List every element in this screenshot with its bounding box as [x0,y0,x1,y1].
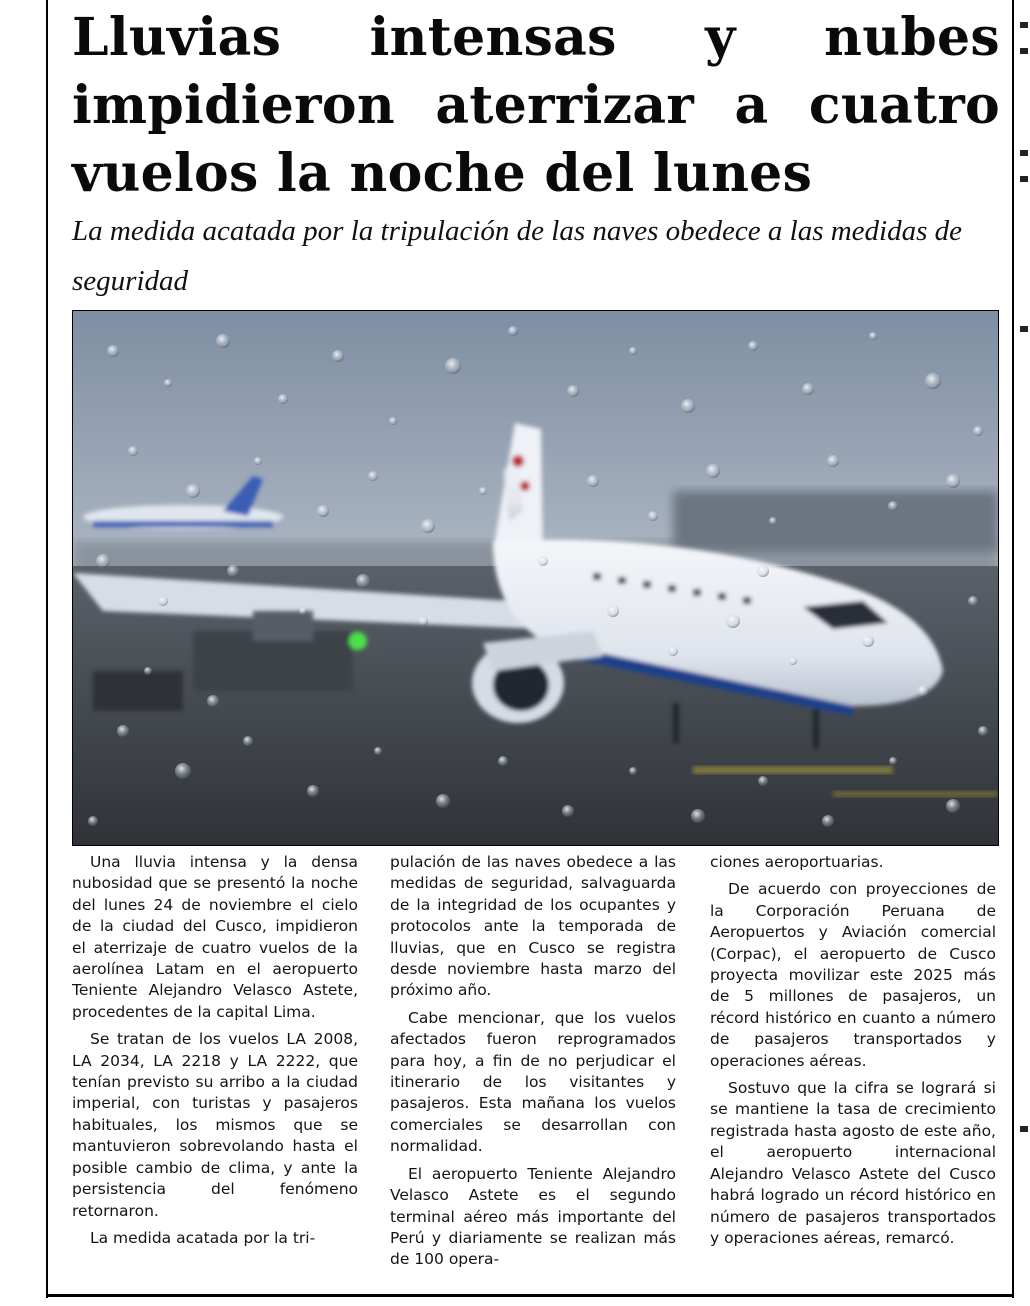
body-paragraph: Sostuvo que la cifra se logrará si se mantiene la tasa de crecimiento registrada hasta agosto de este año, el aeropuerto internacional Alejandro Velasco Astete del Cusco habrá logrado un récord histórico en número de pasajeros transportados y operaciones aéreas, remarcó. [710,1079,996,1247]
body-paragraph: De acuerdo con proyecciones de la Corporación Peruana de Aeropuertos y Aviación comercial (Corpac), el aeropuerto de Cusco proyecta movilizar este 2025 más de 5 millones de pasajeros, un récord histórico en cuanto a número de pasajeros transportados y operaciones aéreas. [710,880,996,1070]
body-paragraph: ciones aeroportuarias. [710,853,884,871]
article-body [72,852,1000,1288]
article-photo [72,310,999,846]
bottom-page-rule [46,1294,1014,1297]
body-paragraph: La medida acatada por la tri- [90,1228,316,1247]
article-headline: Lluvias intensas y nubes impidieron aterrizar a cuatro vuelos la noche del lunes [72,7,1000,204]
body-paragraph: El aeropuerto Teniente Alejandro Velasco Astete es el segundo terminal aéreo más importante del Perú y diariamente se realizan más de 100 opera- [390,1164,676,1269]
left-page-rule [46,0,48,1298]
body-column-1 [72,852,358,1249]
right-column-rule [1012,0,1014,1298]
body-paragraph: Una lluvia intensa y la densa nubosidad que se presentó la noche del lunes 24 de noviembre el cielo de la ciudad del Cusco, impidieron el aterrizaje de cuatro vuelos de la aerolínea Latam en el aeropuerto Teniente Alejandro Velasco Astete, procedentes de la capital Lima. [72,853,358,1021]
body-column-3 [710,852,996,1249]
body-column-2 [390,852,676,1271]
body-paragraph: Se tratan de los vuelos LA 2008, LA 2034, LA 2218 y LA 2222, que tenían previsto su arribo a la ciudad imperial, con turistas y pasajeros habituales, los mismos que se mantuvieron sobrevolando hasta el posible cambio de clima, y ante la persistencia del fenómeno retornaron. [72,1030,358,1220]
article-subheadline: La medida acatada por la tripulación de las naves obedece a las medidas de seguridad [72,215,963,297]
adjacent-page-edge [1020,0,1030,1300]
body-paragraph: Cabe mencionar, que los vuelos afectados fueron reprogramados para hoy, a fin de no perjudicar el itinerario de los visitantes y pasajeros. Esta mañana los vuelos comerciales se desarrollan con normalidad. [390,1008,676,1156]
body-paragraph: pulación de las naves obedece a las medidas de seguridad, salvaguarda de la integridad de los ocupantes y protocolos ante la temporada de lluvias, que en Cusco se registra desde noviembre hasta marzo del próximo año. [390,853,676,1000]
